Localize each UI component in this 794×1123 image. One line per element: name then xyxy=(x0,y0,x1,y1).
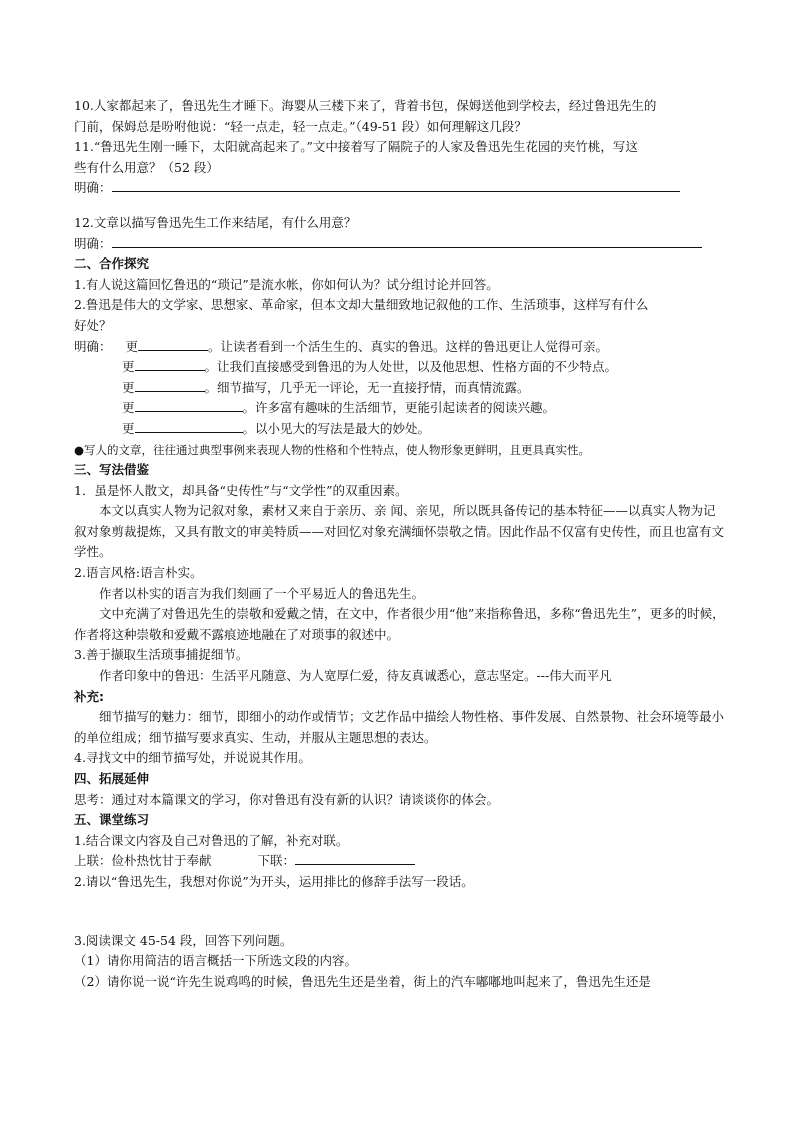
fill-blank[interactable] xyxy=(138,338,208,351)
section-5-question-2: 2.请以“鲁迅先生，我想对你说”为开头，运用排比的修辞手法写一段话。 xyxy=(74,873,474,889)
section-5-title: 五、课堂练习 xyxy=(74,812,150,828)
section-2-answer-item-5 xyxy=(74,419,726,440)
answer-label: 明确： xyxy=(74,235,112,251)
item-text: 。让读者看到一个活生生的、真实的鲁迅。这样的鲁迅更让人觉得可亲。 xyxy=(208,338,609,354)
section-2-note: ●写人的文章，往往通过典型事例来表现人物的性格和个性特点，使人物形象更鲜明，且更具真实性。 xyxy=(74,442,591,457)
question-12-answer xyxy=(74,234,726,255)
fill-blank[interactable] xyxy=(135,399,243,412)
item-prefix: 更 xyxy=(122,420,135,436)
fill-blank[interactable] xyxy=(135,420,243,433)
answer-label: 明确： xyxy=(74,180,112,196)
section-3-point-3: 3.善于撷取生活琐事捕捉细节。 xyxy=(74,647,249,663)
couplet-lower-label: 下联： xyxy=(257,853,296,869)
supplement-body: 细节描写的魅力：细节，即细小的动作或情节；文艺作品中描绘人物性格、事件发展、自然景物、社会环境等最小的单位组成；细节描写要求真实、生动，并服从主题思想的表达。 xyxy=(74,709,725,745)
item-prefix: 更 xyxy=(122,379,135,395)
section-5-question-1: 1.结合课文内容及自己对鲁迅的了解，补充对联。 xyxy=(74,832,349,848)
section-3-title: 三、写法借鉴 xyxy=(74,462,150,478)
answer-blank-11[interactable] xyxy=(112,179,680,192)
item-text: 。细节描写，几乎无一评论，无一直接抒情，而真情流露。 xyxy=(204,379,530,395)
section-2-title: 二、合作探究 xyxy=(74,256,150,272)
fill-blank[interactable] xyxy=(135,358,205,371)
spacer xyxy=(74,199,726,213)
item-text: 。让我们直接感受到鲁迅的为人处世，以及他思想、性格方面的不少特点。 xyxy=(204,359,618,375)
supplement-title: 补充: xyxy=(74,688,104,704)
question-12: 12.文章以描写鲁迅先生工作来结尾，有什么用意？ xyxy=(74,214,357,230)
section-2-question-2-line-2: 好处？ xyxy=(74,317,112,333)
worksheet-page xyxy=(74,96,726,992)
item-prefix: 更 xyxy=(122,400,135,416)
couplet-lower-blank[interactable] xyxy=(295,852,415,865)
section-3-point-2-body-1: 作者以朴实的语言为我们刻画了一个平易近人的鲁迅先生。 xyxy=(99,585,425,601)
section-2-answer-item-3 xyxy=(74,378,726,399)
section-5-question-3-2: （2）请你说一说“许先生说鸡鸣的时候，鲁迅先生还是坐着，街上的汽车嘟嘟地叫起来了，鲁迅先生还是 xyxy=(74,973,651,989)
section-3-point-3-body: 作者印象中的鲁迅：生活平凡随意、为人宽厚仁爱，待友真诚悉心，意志坚定。---伟大而平凡 xyxy=(99,668,612,684)
section-3-point-2: 2.语言风格:语言朴实。 xyxy=(74,565,203,581)
question-10-line-1: 10.人家都起来了，鲁迅先生才睡下。海婴从三楼下来了，背着书包，保姆送他到学校去，经过鲁迅先生的 xyxy=(74,98,657,113)
section-2-question-2-line-1: 2.鲁迅是伟大的文学家、思想家、革命家，但本文却大量细致地记叙他的工作、生活琐事，这样写有什么 xyxy=(74,297,649,313)
section-2-question-1: 1.有人说这篇回忆鲁迅的“琐记”是流水帐，你如何认为？试分组讨论并回答。 xyxy=(74,276,499,292)
question-11-line-2: 些有什么用意？（52 段） xyxy=(74,159,219,175)
couplet-upper: 上联：俭朴热忱甘于奉献 xyxy=(74,853,212,869)
section-5-question-3-1: （1）请你用简洁的语言概括一下所选文段的内容。 xyxy=(74,953,357,969)
question-11-answer xyxy=(74,178,726,199)
section-3-point-1-body: 本文以真实人物为记叙对象，素材又来自于亲历、亲 闻、亲见，所以既具备传记的基本特征——以真实人物为记叙对象剪裁提炼，又具有散文的审美特质——对回忆对象充满缅怀崇敬之情。因此作品不仅富有史传性，而且也富有文学性。 xyxy=(74,503,725,560)
section-2-answer-item-1 xyxy=(74,337,726,358)
answer-blank-12[interactable] xyxy=(112,235,702,248)
fill-blank[interactable] xyxy=(135,379,205,392)
couplet-line xyxy=(74,851,726,872)
section-5-question-3: 3.阅读课文 45-54 段，回答下列问题。 xyxy=(74,932,293,948)
item-text: 。许多富有趣味的生活细节，更能引起读者的阅读兴趣。 xyxy=(242,400,556,416)
item-prefix: 更 xyxy=(122,359,135,375)
section-2-answer-item-2 xyxy=(74,357,726,378)
section-4-think: 思考：通过对本篇课文的学习，你对鲁迅有没有新的认识？请谈谈你的体会。 xyxy=(74,791,500,807)
section-3-point-1: 1．虽是怀人散文，却具备“史传性”与“文学性”的双重因素。 xyxy=(74,482,408,498)
section-4-title: 四、拓展延伸 xyxy=(74,771,150,786)
answer-label: 明确： xyxy=(74,338,112,354)
section-3-point-2-body-2: 文中充满了对鲁迅先生的崇敬和爱戴之情，在文中，作者很少用“他”来指称鲁迅，多称“鲁迅先生”，更多的时候，作者将这种崇敬和爱戴不露痕迹地融在了对琐事的叙述中。 xyxy=(74,606,725,642)
section-3-point-4: 4.寻找文中的细节描写处，并说说其作用。 xyxy=(74,750,311,766)
item-prefix: 更 xyxy=(125,338,138,354)
question-11-line-1: 11.“鲁迅先生刚一睡下，太阳就高起来了。”文中接着写了隔院子的人家及鲁迅先生花园的夹竹桃，写这 xyxy=(74,139,638,155)
question-10-line-2: 门前，保姆总是吩咐他说：“轻一点走，轻一点走。”（49-51 段）如何理解这几段？ xyxy=(74,118,527,134)
spacer xyxy=(74,893,726,931)
section-2-answer-item-4 xyxy=(74,398,726,419)
item-text: 。以小见大的写法是最大的妙处。 xyxy=(242,420,431,436)
